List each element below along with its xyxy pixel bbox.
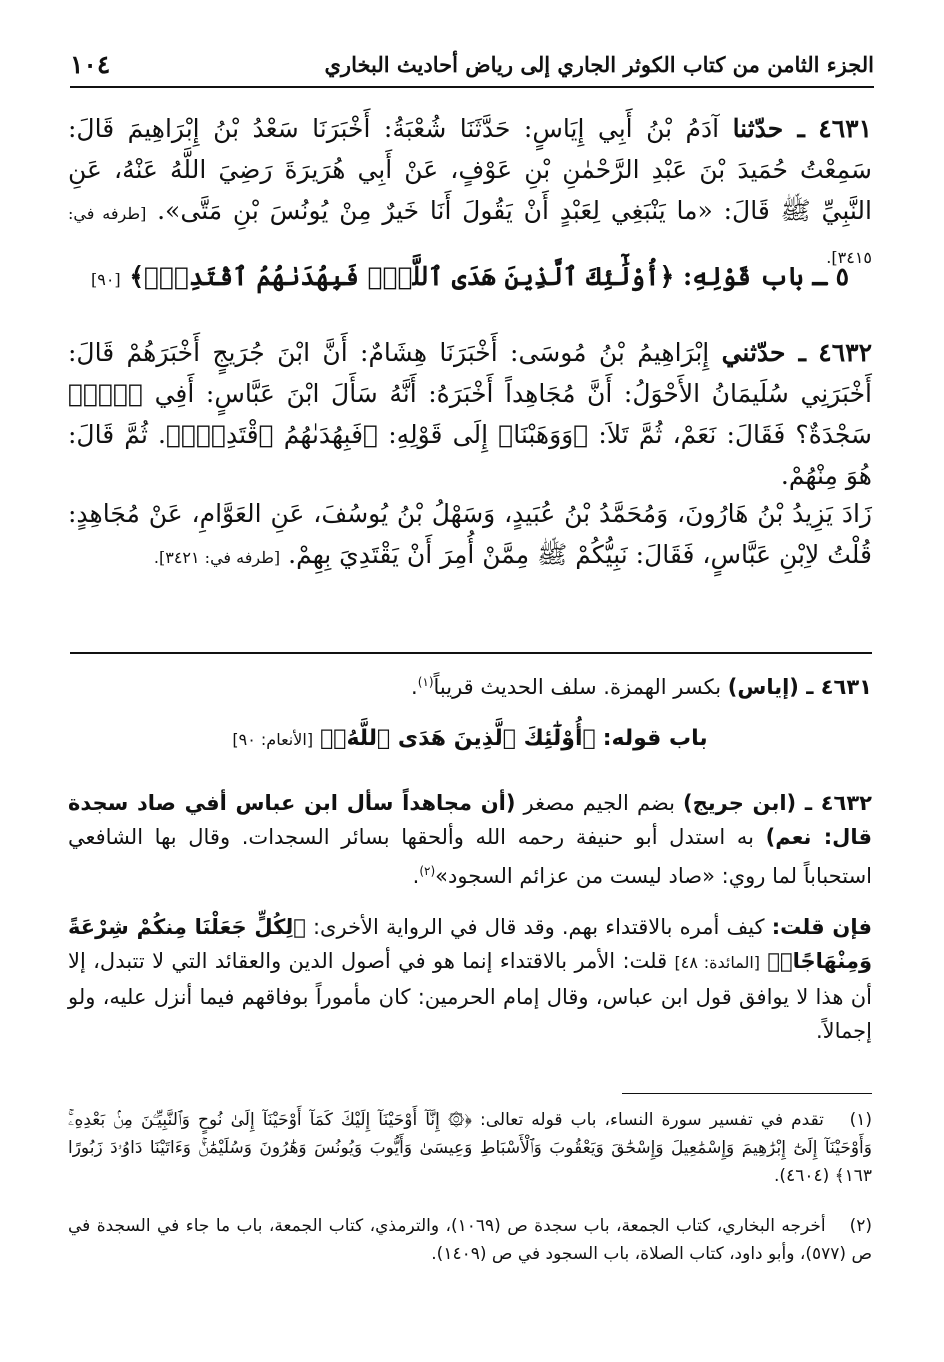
footnote-ref: (١) <box>417 675 434 689</box>
running-header <box>70 42 874 88</box>
quran-verse: ﴿أُوْلَٰٓئِكَ ٱلَّذِينَ هَدَى ٱللَّهُۖ فَبِهُدَىٰهُمُ ٱقْتَدِهْۗ﴾ <box>129 262 675 291</box>
commentary-4631 <box>68 665 872 704</box>
page-number: ١٠٤ <box>70 49 111 79</box>
hadith-number: ٤٦٣٢ <box>818 338 873 367</box>
hadith-text: آدَمُ بْنُ أَبِي إِيَاسٍ: حَدَّثَنَا شُعْبَةُ: أَخْبَرَنَا سَعْدُ بْنُ إِبْرَاهِيمَ قَالَ: سَمِعْتُ حُمَيدَ بْنَ عَبْدِ الرَّحْمٰنِ بْنِ عَوْفٍ، عَنْ أَبِي هُرَيرَةَ رَضِيَ اللَّهُ عَنْهُ، عَنِ النَّبِيِّ ﷺ قَالَ: «ما يَنْبَغِي لِعَبْدٍ أَنْ يَقُولَ أَنَا خَيرٌ مِنْ يُونُسَ بْنِ مَتَّى». <box>68 114 872 225</box>
hadith-lead: ـ حدّثني <box>721 338 806 367</box>
commentary-text: به استدل أبو حنيفة رحمه الله وألحقها بسائر السجدات. وقال بها الشافعي استحباباً لما روي: «صاد ليست من عزائم السجود» <box>68 825 872 888</box>
commentary-lead: ٤٦٣١ ـ (إياس) <box>727 675 872 699</box>
cross-reference: [طرفه في: ٣٤١٥]. <box>68 204 872 267</box>
commentary-text: بضم الجيم مصغر <box>523 791 675 815</box>
surah-reference: [المائدة: ٤٨] <box>674 953 761 972</box>
commentary-lead: فإن قلت: <box>771 915 872 939</box>
footnote-text: أخرجه البخاري، كتاب الجمعة، باب سجدة ص (١٠٦٩)، والترمذي، كتاب الجمعة، باب ما جاء في السجدة في ص (٥٧٧)، وأبو داود، كتاب الصلاة، باب السجود في ص (١٤٠٩). <box>68 1216 872 1264</box>
footnote-1 <box>68 1106 872 1190</box>
hadith-text: إِبْرَاهِيمُ بْنُ مُوسَى: أَخْبَرَنَا هِشَامٌ: أَنَّ ابْنَ جُرَيجٍ أَخْبَرَهُمْ قَالَ: أَخْبَرَنِي سُلَيمَانُ الأَحْوَلُ: أَنَّ مُجَاهِداً أَخْبَرَهُ: أَنَّهُ سَأَلَ ابْنَ عَبَّاسٍ: أَفِي ﴿صٓۚ﴾ سَجْدَةٌ؟ فَقَالَ: نَعَمْ، ثُمَّ تَلاَ: ﴿وَوَهَبْنَا﴾ إِلَى قَوْلِهِ: ﴿فَبِهُدَىٰهُمُ ٱقْتَدِهْۗ﴾. ثُمَّ قَالَ: هُوَ مِنْهُمْ. <box>68 338 872 490</box>
commentary-lead: ٤٦٣٢ ـ (ابن جريج) <box>683 791 872 815</box>
commentary-text: قلت: الأمر بالاقتداء إنما هو في أصول الدين والعقائد التي لا تتبدل، إلا أن هذا لا يوافق قول ابن عباس، وقال إمام الحرمين: كان مأموراً بوفاقهم فيما أنزل عليه، ولو إجمالاً. <box>68 949 872 1043</box>
verse-number: [٩٠] <box>90 270 121 289</box>
footnote-number: (٢) <box>849 1216 872 1236</box>
footnote-number: (١) <box>849 1110 872 1130</box>
commentary-quote: (أن مجاهداً سأل ابن عباس أفي صاد سجدة قال: نعم) <box>68 791 872 849</box>
footnote-text: تقدم في تفسير سورة النساء، باب قوله تعالى: ﴿۞ إِنَّآ أَوْحَيْنَآ إِلَيْكَ كَمَآ أَوْحَيْنَآ إِلَىٰ نُوحٍ وَٱلنَّبِيِّـۧنَ مِنۢ بَعْدِهِۦۚ وَأَوْحَيْنَآ إِلَىٰٓ إِبْرَٰهِيمَ وَإِسْمَٰعِيلَ وَإِسْحَٰقَ وَيَعْقُوبَ وَٱلْأَسْبَاطِ وَعِيسَىٰ وَأَيُّوبَ وَيُونُسَ وَهَٰرُونَ وَسُلَيْمَٰنَۚ وَءَاتَيْنَا دَاوُۥدَ زَبُورًا ١٦٣﴾ (٤٦٠٤). <box>68 1110 872 1186</box>
commentary-bab-heading <box>68 726 872 751</box>
commentary-end: . <box>412 864 420 888</box>
footnote-2 <box>68 1212 872 1268</box>
quran-verse: ﴿أُوْلَٰٓئِكَ ٱلَّذِينَ هَدَى ٱللَّهُۖ﴾ <box>320 726 596 751</box>
quran-verse: ﴿لِكُلٍّ جَعَلْنَا مِنكُمْ شِرْعَةً وَمِنْهَاجًاۚ﴾ <box>68 915 873 973</box>
bab-heading <box>68 262 872 291</box>
section-divider <box>70 652 872 654</box>
commentary-text: كيف أمره بالاقتداء بهم. وقد قال في الرواية الأخرى: <box>312 915 765 939</box>
commentary-paragraph <box>68 910 872 1048</box>
hadith-lead: ـ حدّثنا <box>732 114 805 143</box>
addition-text: زَادَ يَزِيدُ بْنُ هَارُونَ، وَمُحَمَّدُ بْنُ عُبَيدٍ، وَسَهْلُ بْنُ يُوسُفَ، عَنِ العَوَّامِ، عَنْ مُجَاهِدٍ: قُلْتُ لاِبْنِ عَبَّاسٍ، فَقَالَ: نَبِيُّكُمْ ﷺ مِمَّنْ أُمِرَ أَنْ يَقْتَدِيَ بِهِمْ. <box>68 499 872 569</box>
footnote-divider <box>622 1093 872 1094</box>
hadith-4631 <box>68 108 872 278</box>
commentary-text: بكسر الهمزة. سلف الحديث قريباً <box>433 675 722 699</box>
header-title: الجزء الثامن من كتاب الكوثر الجاري إلى رياض أحاديث البخاري <box>324 51 874 77</box>
commentary-4632 <box>68 786 872 893</box>
bab-label: ٥ ـ باب قَوْلِهِ: <box>683 262 850 291</box>
hadith-4632 <box>68 332 872 496</box>
hadith-addition <box>68 493 872 578</box>
bab-label: باب قوله: <box>602 726 708 751</box>
surah-reference: [الأنعام: ٩٠] <box>232 730 314 749</box>
cross-reference: [طرفه في: ٣٤٢١]. <box>153 548 281 567</box>
commentary-end: . <box>411 675 418 699</box>
footnote-ref: (٢) <box>419 864 436 878</box>
hadith-number: ٤٦٣١ <box>818 114 872 143</box>
